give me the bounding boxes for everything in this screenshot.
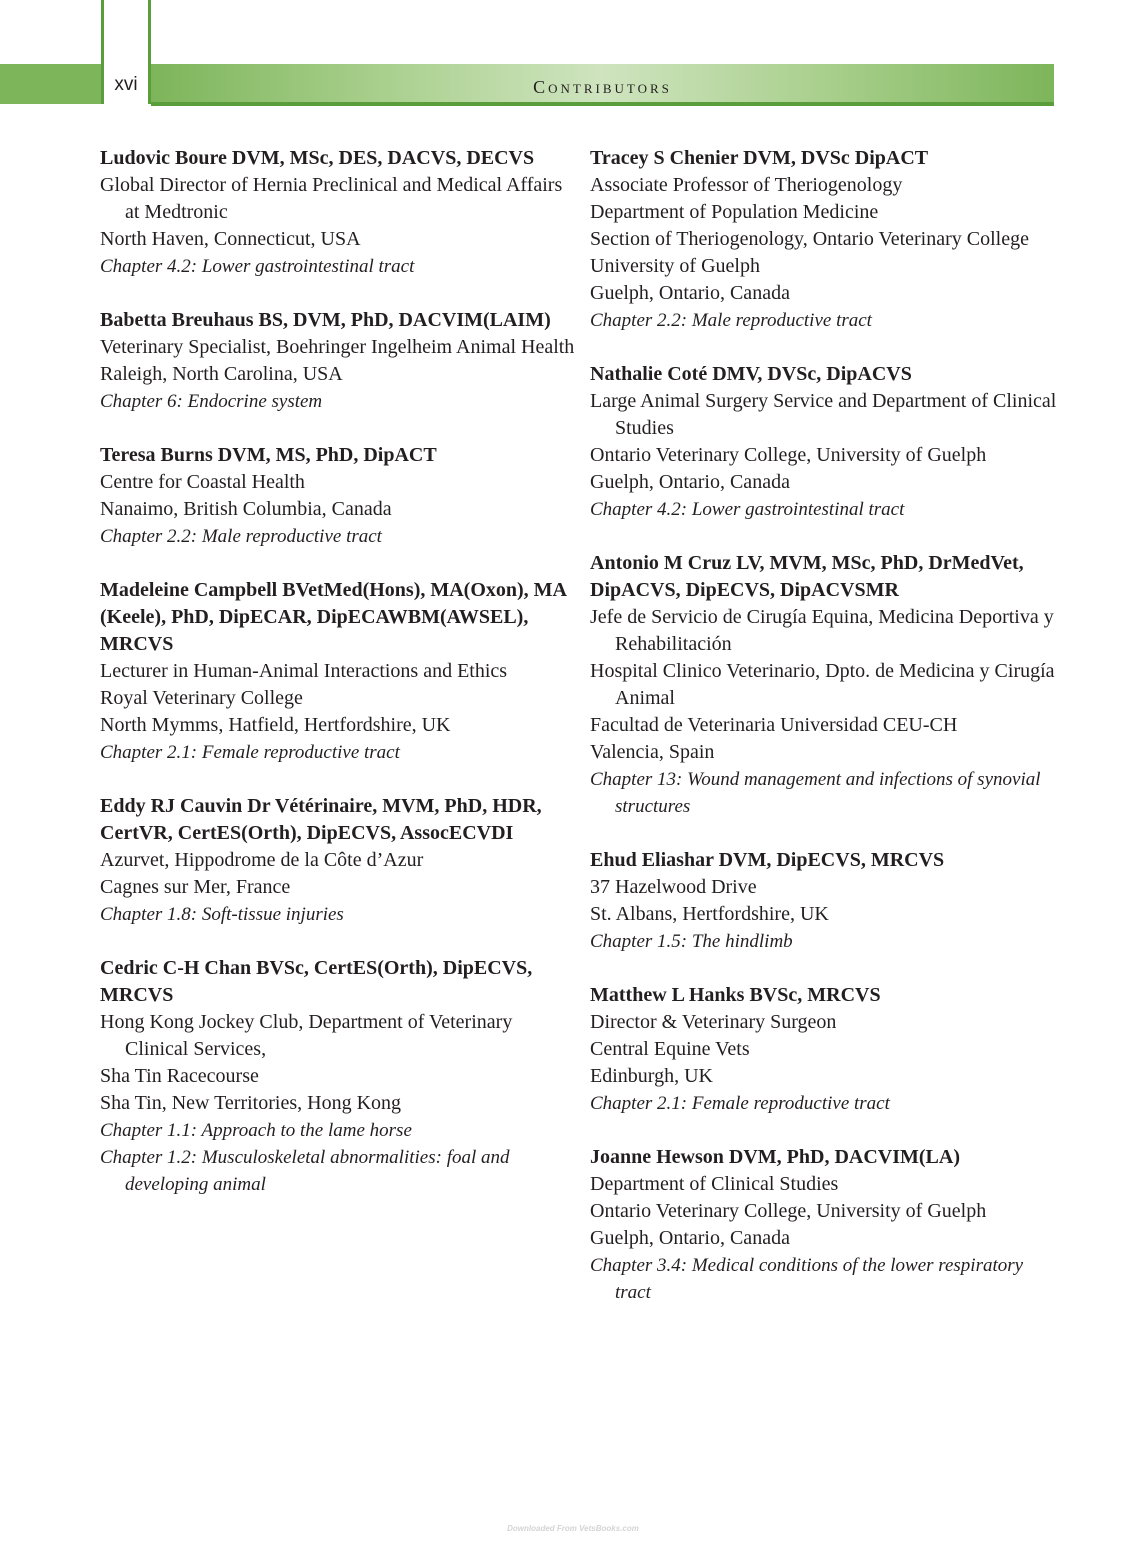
contributor-affiliation-line: North Haven, Connecticut, USA [100, 228, 361, 250]
contributor-affiliation-line: Department of Population Medicine [590, 201, 879, 223]
contributors-column-right [590, 145, 1060, 1333]
contributor-chapter: Chapter 2.2: Male reproductive tract [100, 526, 382, 547]
contributor-name: Tracey S Chenier DVM, DVSc DipACT [590, 147, 929, 169]
contributor-affiliation-line: Cagnes sur Mer, France [100, 876, 291, 898]
contributor-chapter: Chapter 1.8: Soft-tissue injuries [100, 904, 344, 925]
contributor-affiliation-line: University of Guelph [590, 255, 760, 277]
contributor-affiliation-line: Centre for Coastal Health [100, 471, 305, 493]
contributor-affiliation-line: Veterinary Specialist, Boehringer Ingelheim Animal Health [100, 336, 575, 358]
contributor-entry [100, 307, 575, 415]
footer-watermark: Downloaded From VetsBooks.com [507, 1524, 639, 1533]
contributor-entry [590, 1144, 1060, 1306]
contributor-affiliation-line: Global Director of Hernia Preclinical and Medical Affairs at Medtronic [100, 174, 563, 223]
contributor-chapter: Chapter 6: Endocrine system [100, 391, 323, 412]
contributor-affiliation-line: Sha Tin Racecourse [100, 1065, 259, 1087]
contributor-chapter: Chapter 13: Wound management and infections of synovial structures [590, 769, 1041, 817]
contributor-affiliation-line: Sha Tin, New Territories, Hong Kong [100, 1092, 402, 1114]
contributor-affiliation-line: Royal Veterinary College [100, 687, 303, 709]
contributor-name: Teresa Burns DVM, MS, PhD, DipACT [100, 444, 437, 466]
contributor-affiliation-line: Department of Clinical Studies [590, 1173, 839, 1195]
contributor-affiliation-line: 37 Hazelwood Drive [590, 876, 757, 898]
contributor-entry [100, 577, 575, 766]
contributor-affiliation-line: Ontario Veterinary College, University of Guelph [590, 444, 987, 466]
contributor-chapter: Chapter 1.1: Approach to the lame horse [100, 1120, 412, 1141]
contributor-affiliation-line: Guelph, Ontario, Canada [590, 471, 790, 493]
contributor-affiliation-line: Section of Theriogenology, Ontario Veterinary College [590, 228, 1029, 250]
contributor-entry [100, 793, 575, 928]
contributor-chapter: Chapter 4.2: Lower gastrointestinal tract [590, 499, 905, 520]
contributor-entry [590, 361, 1060, 523]
contributor-affiliation-line: North Mymms, Hatfield, Hertfordshire, UK [100, 714, 451, 736]
contributor-affiliation-line: Hong Kong Jockey Club, Department of Veterinary Clinical Services, [100, 1011, 513, 1060]
contributor-name: Matthew L Hanks BVSc, MRCVS [590, 984, 881, 1006]
contributor-entry [100, 145, 575, 280]
contributor-name: Cedric C-H Chan BVSc, CertES(Orth), DipECVS, MRCVS [100, 957, 533, 1006]
contributor-name: Nathalie Coté DMV, DVSc, DipACVS [590, 363, 912, 385]
page-number: xvi [114, 74, 138, 95]
contributor-affiliation-line: Raleigh, North Carolina, USA [100, 363, 343, 385]
running-head: Contributors [533, 77, 672, 97]
contributor-affiliation-line: Hospital Clinico Veterinario, Dpto. de Medicina y Cirugía Animal [590, 660, 1055, 709]
contributor-chapter: Chapter 3.4: Medical conditions of the lower respiratory tract [590, 1255, 1024, 1303]
contributor-affiliation-line: St. Albans, Hertfordshire, UK [590, 903, 829, 925]
contributor-chapter: Chapter 1.2: Musculoskeletal abnormalities: foal and developing animal [100, 1147, 510, 1195]
contributor-name: Ludovic Boure DVM, MSc, DES, DACVS, DECVS [100, 147, 535, 169]
contributor-entry [590, 145, 1060, 334]
contributor-name: Ehud Eliashar DVM, DipECVS, MRCVS [590, 849, 945, 871]
contributor-entry [100, 955, 575, 1198]
contributor-entry [100, 442, 575, 550]
contributor-chapter: Chapter 2.1: Female reproductive tract [590, 1093, 890, 1114]
contributor-affiliation-line: Valencia, Spain [590, 741, 715, 763]
contributor-affiliation-line: Guelph, Ontario, Canada [590, 1227, 790, 1249]
contributor-affiliation-line: Associate Professor of Theriogenology [590, 174, 903, 196]
contributor-entry [590, 847, 1060, 955]
contributor-name: Antonio M Cruz LV, MVM, MSc, PhD, DrMedVet, DipACVS, DipECVS, DipACVSMR [590, 552, 1024, 601]
contributor-affiliation-line: Jefe de Servicio de Cirugía Equina, Medicina Deportiva y Rehabilitación [590, 606, 1054, 655]
contributor-chapter: Chapter 2.1: Female reproductive tract [100, 742, 400, 763]
contributor-name: Madeleine Campbell BVetMed(Hons), MA(Oxon), MA (Keele), PhD, DipECAR, DipECAWBM(AWSEL), MRCVS [100, 579, 566, 655]
contributor-chapter: Chapter 4.2: Lower gastrointestinal tract [100, 256, 415, 277]
contributor-affiliation-line: Azurvet, Hippodrome de la Côte d’Azur [100, 849, 424, 871]
contributor-name: Eddy RJ Cauvin Dr Vétérinaire, MVM, PhD, HDR, CertVR, CertES(Orth), DipECVS, AssocECVDI [100, 795, 542, 844]
contributor-affiliation-line: Edinburgh, UK [590, 1065, 713, 1087]
header-bar-left [0, 64, 101, 104]
contributor-chapter: Chapter 2.2: Male reproductive tract [590, 310, 872, 331]
contributor-entry [590, 982, 1060, 1117]
contributors-column-left [100, 145, 575, 1225]
contributor-chapter: Chapter 1.5: The hindlimb [590, 931, 793, 952]
contributor-entry [590, 550, 1060, 820]
contributor-affiliation-line: Nanaimo, British Columbia, Canada [100, 498, 392, 520]
contributor-affiliation-line: Guelph, Ontario, Canada [590, 282, 790, 304]
contributor-affiliation-line: Central Equine Vets [590, 1038, 750, 1060]
contributor-affiliation-line: Facultad de Veterinaria Universidad CEU-CH [590, 714, 958, 736]
contributor-name: Joanne Hewson DVM, PhD, DACVIM(LA) [590, 1146, 960, 1168]
contributor-affiliation-line: Lecturer in Human-Animal Interactions and Ethics [100, 660, 508, 682]
contributor-affiliation-line: Large Animal Surgery Service and Department of Clinical Studies [590, 390, 1057, 439]
contributor-affiliation-line: Ontario Veterinary College, University of Guelph [590, 1200, 987, 1222]
contributor-name: Babetta Breuhaus BS, DVM, PhD, DACVIM(LAIM) [100, 309, 551, 331]
contributor-affiliation-line: Director & Veterinary Surgeon [590, 1011, 837, 1033]
